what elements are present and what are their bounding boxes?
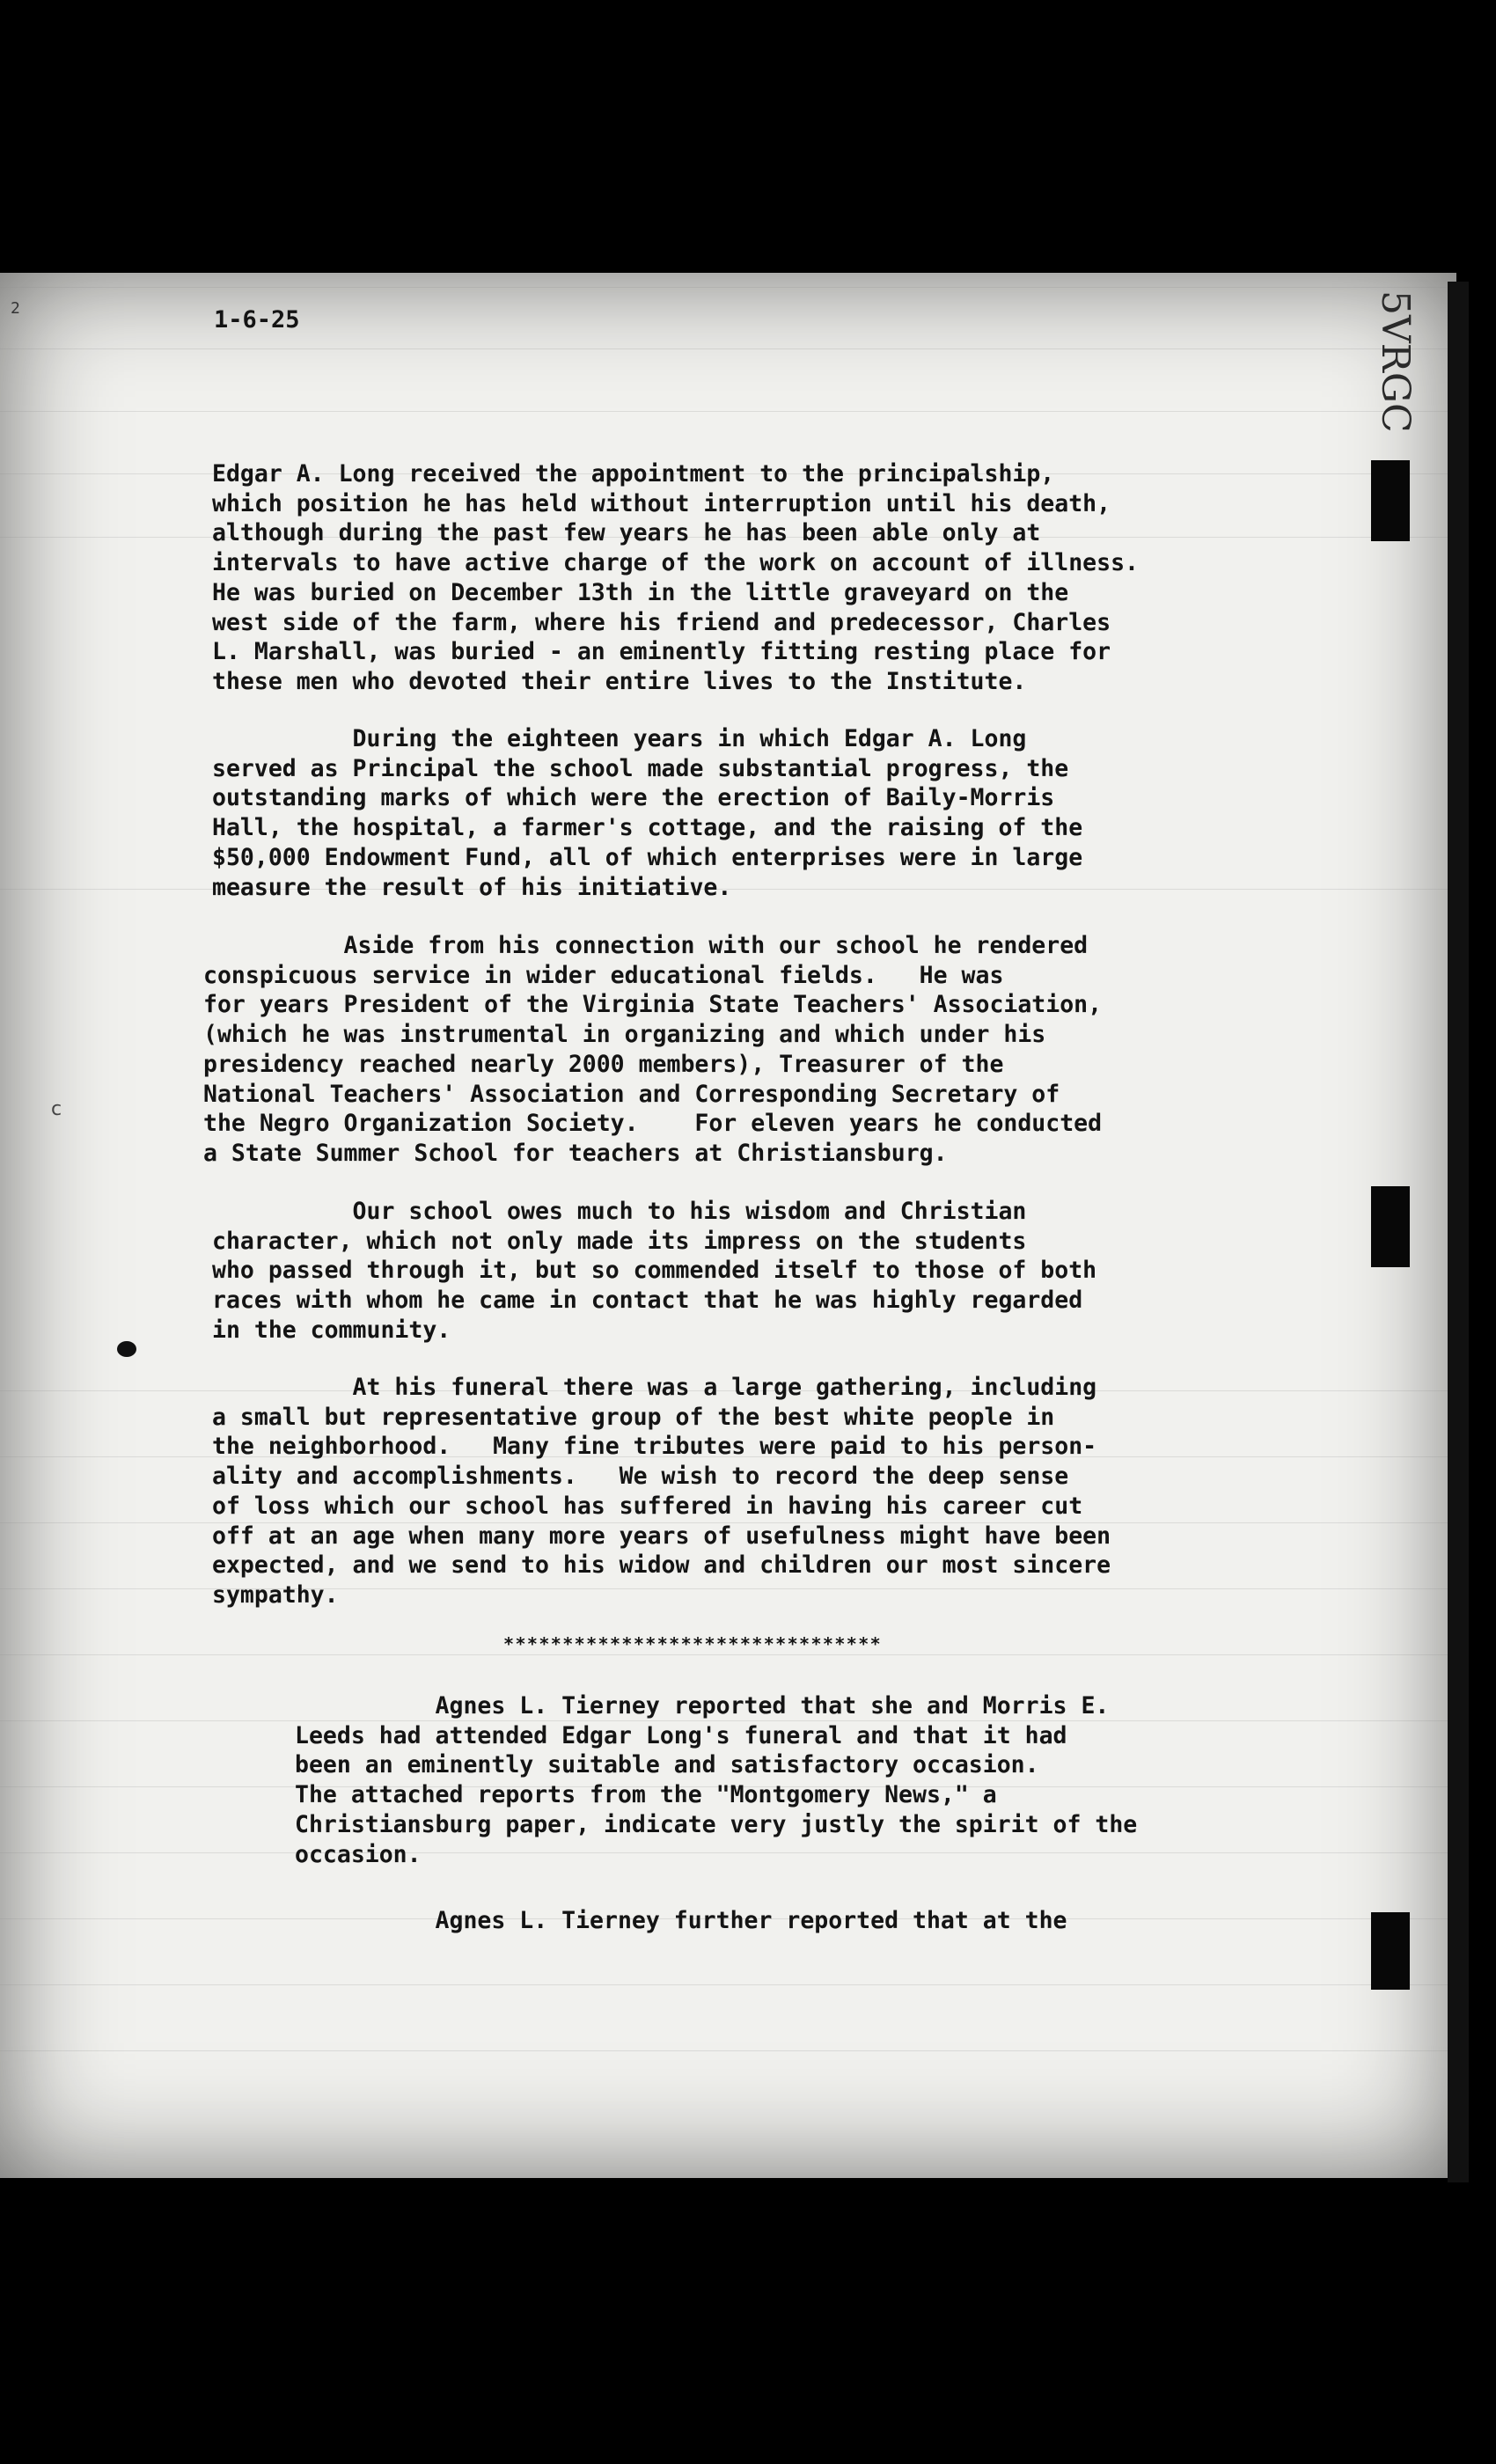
paragraph-character: Our school owes much to his wisdom and Christian character, which not only made its impress on the students who passed through it, but so commended itself to those of both races with whom he came in contact that he was highly regarded in the community. bbox=[212, 1198, 1097, 1344]
document-date: 1-6-25 bbox=[214, 306, 300, 334]
ledger-rule bbox=[0, 1984, 1456, 1985]
ledger-rule bbox=[0, 411, 1456, 412]
margin-tab-mark bbox=[1371, 1186, 1410, 1267]
paragraph-burial: Edgar A. Long received the appointment to the principalship, which position he has held without interruption until his death, although during the past few years he has been able only at intervals to have active charge of the work on account of illness. He was buried on December 13th in the little graveyard on the west side of the farm, where his friend and predecessor, Charles L. Marshall, was buried - an eminently fitting resting place for these men who devoted their entire lives to the Institute. bbox=[212, 460, 1139, 695]
paragraph-tierney-report: Agnes L. Tierney reported that she and Morris E. Leeds had attended Edgar Long's funeral and that it had been an eminently suitable and satisfactory occasion. The attached reports from the "Montgomery News," a Christiansburg paper, indicate very justly the spirit of the occasion. bbox=[295, 1692, 1138, 1868]
paragraph-progress: During the eighteen years in which Edgar A. Long served as Principal the school made substantial progress, the outstanding marks of which were the erection of Baily-Morris Hall, the hospital, a farmer's cottage, and the raising of the $50,000 Endowment Fund, all of which enterprises were in large measure the result of his initiative. bbox=[212, 725, 1083, 901]
paragraph-tierney-further: Agnes L. Tierney further reported that at the bbox=[295, 1907, 1067, 1934]
paragraph-service: Aside from his connection with our school he rendered conspicuous service in wider educational fields. He was for years President of the Virginia State Teachers' Association, (which he was instrumental in organizing and which under his presidency reached nearly 2000 members), Treasurer of the National Teachers' Association and Corresponding Secretary of the Negro Organization Society. For eleven years he conducted a State Summer School for teachers at Christiansburg. bbox=[203, 932, 1103, 1167]
paragraph-funeral: At his funeral there was a large gathering, including a small but representative group of the best white people in the neighborhood. Many fine tributes were paid to his person- ality and accomplishments. We wish to record the deep sense of loss which our school has suffered in having his career cut off at an age when many more years of usefulness might have been expected, and we send to his widow and children our most sincere sympathy. bbox=[212, 1374, 1111, 1609]
archive-stamp: 5VRGC bbox=[1373, 290, 1418, 433]
ledger-rule bbox=[0, 348, 1456, 349]
margin-tab-mark bbox=[1371, 460, 1410, 541]
section-separator: ******************************** bbox=[503, 1633, 883, 1654]
ledger-rule bbox=[0, 287, 1456, 288]
corner-mark: 2 bbox=[11, 299, 20, 318]
margin-tab-mark bbox=[1371, 1912, 1410, 1990]
ledger-rule bbox=[0, 2050, 1456, 2051]
ink-blot bbox=[117, 1341, 136, 1357]
pencil-mark: c bbox=[51, 1098, 62, 1120]
ledger-rule bbox=[0, 1654, 1456, 1655]
page-edge-shadow bbox=[1448, 282, 1469, 2182]
